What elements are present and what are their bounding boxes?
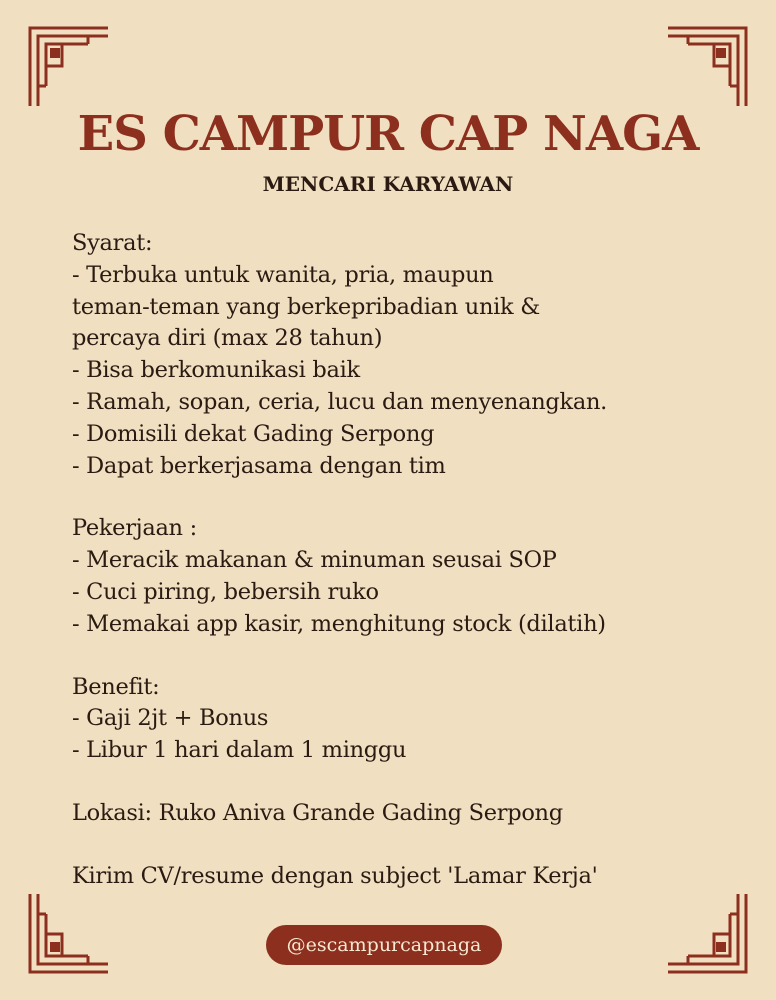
requirement-line: - Bisa berkomunikasi baik <box>72 357 360 384</box>
apply-instructions: Kirim CV/resume dengan subject 'Lamar Kerja' <box>72 862 598 889</box>
lattice-corner-ornament-icon <box>28 26 108 106</box>
social-handle-badge: @escampurcapnaga <box>266 925 502 965</box>
duty-line: - Memakai app kasir, menghitung stock (dilatih) <box>72 610 606 637</box>
benefit-line: - Libur 1 hari dalam 1 minggu <box>72 737 407 764</box>
job-posting-body <box>72 228 732 893</box>
page-title: ES CAMPUR CAP NAGA <box>77 106 699 162</box>
lattice-corner-ornament-icon <box>28 894 108 974</box>
benefits-heading: Benefit: <box>72 673 160 700</box>
requirements-section <box>72 228 732 482</box>
requirement-line: - Ramah, sopan, ceria, lucu dan menyenangkan. <box>72 388 608 415</box>
requirement-line: percaya diri (max 28 tahun) <box>72 325 383 352</box>
requirement-line: teman-teman yang berkepribadian unik & <box>72 293 540 320</box>
location-section <box>72 798 732 830</box>
page-subtitle: MENCARI KARYAWAN <box>262 172 514 196</box>
duties-section <box>72 513 732 640</box>
duties-heading: Pekerjaan : <box>72 515 197 542</box>
requirement-line: - Domisili dekat Gading Serpong <box>72 420 435 447</box>
apply-section <box>72 861 732 893</box>
benefits-section <box>72 672 732 767</box>
location-line: Lokasi: Ruko Aniva Grande Gading Serpong <box>72 799 563 826</box>
requirement-line: - Dapat berkerjasama dengan tim <box>72 452 446 479</box>
duty-line: - Cuci piring, bebersih ruko <box>72 578 379 605</box>
lattice-corner-ornament-icon <box>668 894 748 974</box>
requirements-heading: Syarat: <box>72 230 153 256</box>
lattice-corner-ornament-icon <box>668 26 748 106</box>
duty-line: - Meracik makanan & minuman seusai SOP <box>72 547 557 574</box>
benefit-line: - Gaji 2jt + Bonus <box>72 705 269 732</box>
requirement-line: - Terbuka untuk wanita, pria, maupun <box>72 261 494 288</box>
